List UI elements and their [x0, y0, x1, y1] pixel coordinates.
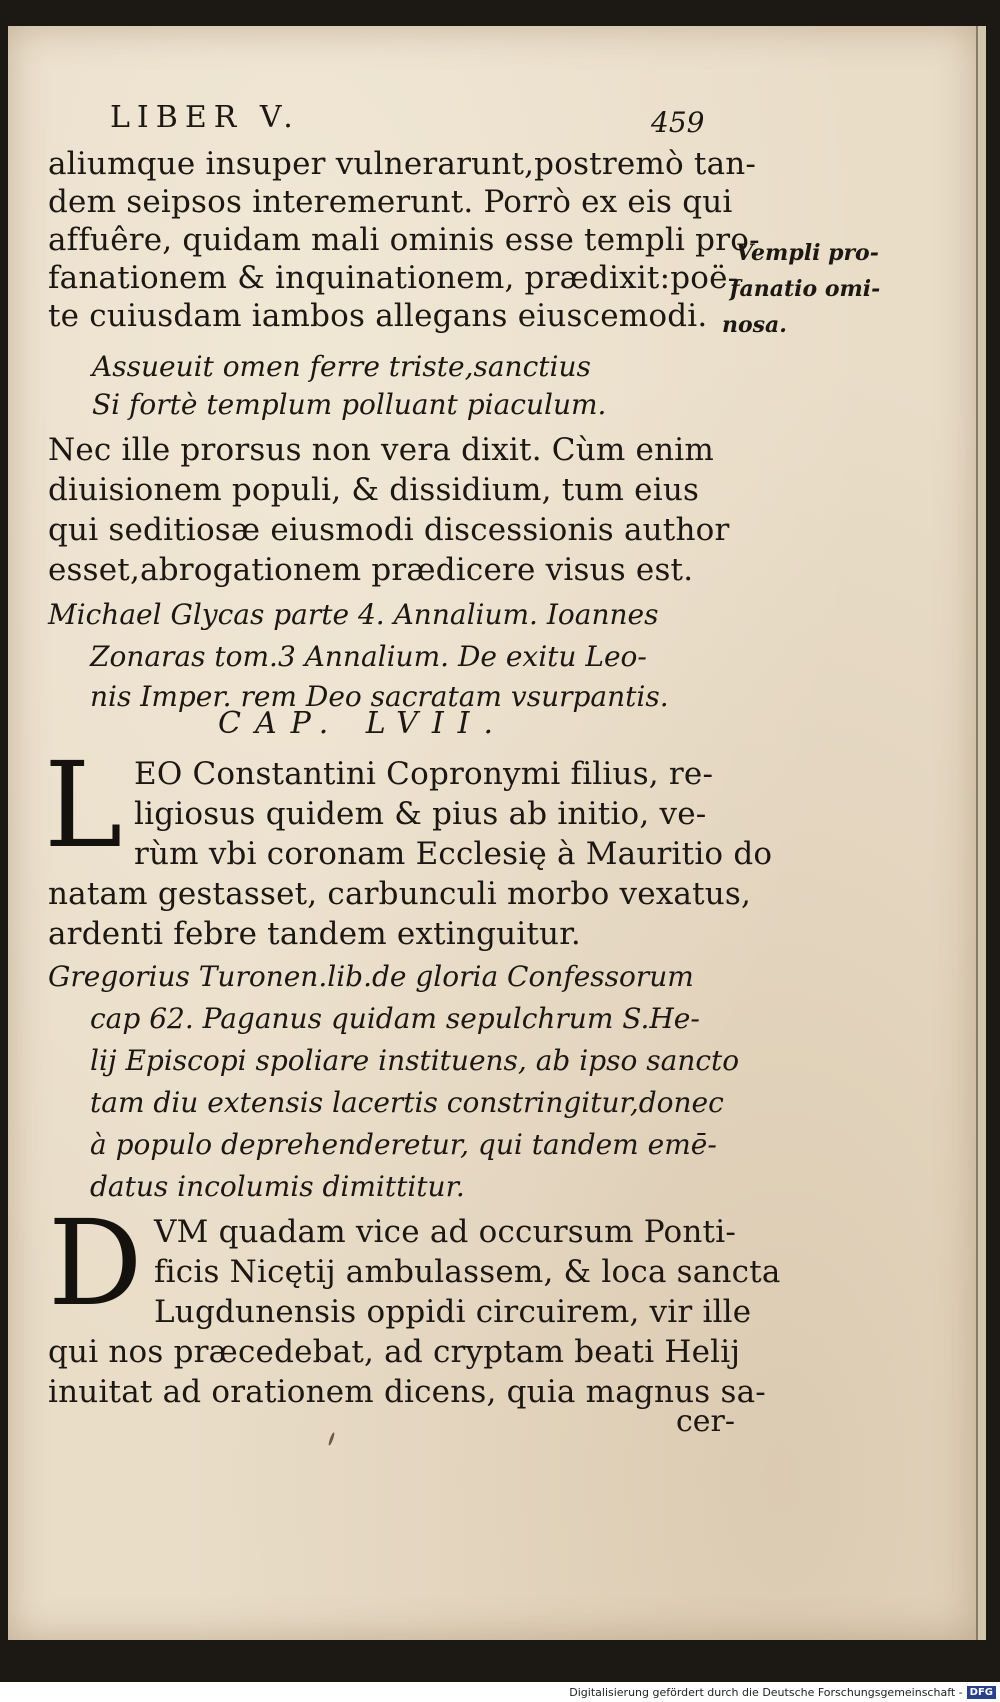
credit-text: Digitalisierung gefördert durch die Deutsche Forschungsgemeinschaft - — [569, 1685, 963, 1699]
text-line: esset,abrogationem prædicere visus est. — [48, 552, 694, 588]
digitization-credit — [0, 1682, 1000, 1702]
text-line: affuêre, quidam mali ominis esse templi pro- — [48, 222, 760, 258]
chapter-heading: CAP. LVII. — [218, 706, 508, 741]
verse-line: Assueuit omen ferre triste,sanctius — [92, 350, 591, 383]
text-line: rùm vbi coronam Ecclesię à Mauritio do — [134, 836, 773, 872]
citation-line: nis Imper. rem Deo sacratam vsurpantis. — [90, 680, 669, 713]
margin-note-line: nosa. — [722, 312, 787, 338]
text-line: qui seditiosæ eiusmodi discessionis author — [48, 512, 730, 548]
citation-line: lij Episcopi spoliare instituens, ab ipso sancto — [90, 1044, 740, 1077]
page-edge — [976, 26, 986, 1640]
margin-note-line: fanatio omi- — [730, 276, 881, 302]
text-line: VM quadam vice ad occursum Ponti- — [154, 1214, 736, 1250]
verse-line: Si fortè templum polluant piaculum. — [92, 388, 607, 421]
text-line: EO Constantini Copronymi filius, re- — [134, 756, 714, 792]
text-line: te cuiusdam iambos allegans eiuscemodi. — [48, 298, 708, 334]
page-number: 459 — [651, 106, 705, 139]
margin-note-line: Vempli pro- — [736, 240, 879, 266]
citation-line: datus incolumis dimittitur. — [90, 1170, 465, 1203]
citation-line: Gregorius Turonen.lib.de gloria Confessorum — [48, 960, 694, 993]
running-title: LIBER V. — [110, 100, 300, 135]
text-line: inuitat ad orationem dicens, quia magnus sa- — [48, 1374, 766, 1410]
text-line: ardenti febre tandem extinguitur. — [48, 916, 581, 952]
text-line: diuisionem populi, & dissidium, tum eius — [48, 472, 700, 508]
citation-line: tam diu extensis lacertis constringitur,donec — [90, 1086, 724, 1119]
text-line: Nec ille prorsus non vera dixit. Cùm enim — [48, 432, 714, 468]
text-line: ficis Nicętij ambulassem, & loca sancta — [154, 1254, 781, 1290]
citation-line: à populo deprehenderetur, qui tandem emē- — [90, 1128, 717, 1161]
citation-line: cap 62. Paganus quidam sepulchrum S.He- — [90, 1002, 700, 1035]
dfg-logo: DFG — [967, 1686, 996, 1699]
text-line: ligiosus quidem & pius ab initio, ve- — [134, 796, 707, 832]
citation-line: Michael Glycas parte 4. Annalium. Ioannes — [48, 598, 659, 631]
text-line: aliumque insuper vulnerarunt,postremò tan- — [48, 146, 757, 182]
drop-cap: L — [44, 736, 123, 874]
text-line: dem seipsos interemerunt. Porrò ex eis qui — [48, 184, 733, 220]
catchword: cer- — [676, 1404, 736, 1439]
text-line: qui nos præcedebat, ad cryptam beati Helij — [48, 1334, 741, 1370]
text-line: Lugdunensis oppidi circuirem, vir ille — [154, 1294, 752, 1330]
drop-cap: D — [48, 1194, 143, 1332]
text-line: fanationem & inquinationem, prædixit:poë- — [48, 260, 739, 296]
text-line: natam gestasset, carbunculi morbo vexatus, — [48, 876, 752, 912]
citation-line: Zonaras tom.3 Annalium. De exitu Leo- — [90, 640, 647, 673]
